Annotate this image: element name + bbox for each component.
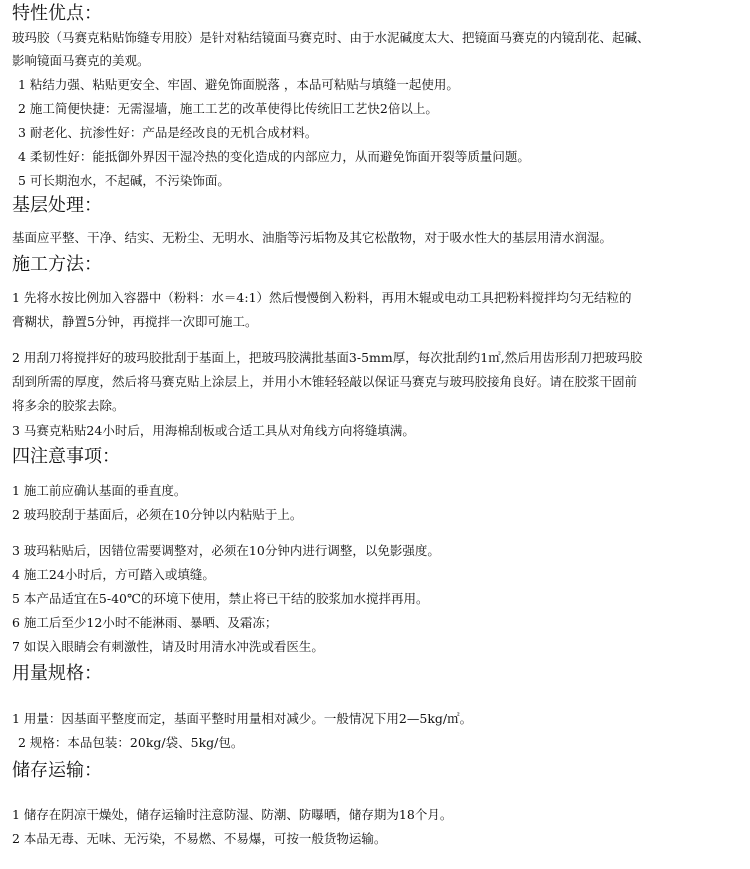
notes-item-2: 2 玻玛胶刮于基面后，必须在10分钟以内粘贴于上。 [12,507,303,522]
substrate-text: 基面应平整、干净、结实、无粉尘、无明水、油脂等污垢物及其它松散物，对于吸水性大的基层用清水润湿。 [12,230,613,245]
features-intro-line-1: 玻玛胶（马赛克粘贴饰缝专用胶）是针对粘结镜面马赛克时、由于水泥碱度太大、把镜面马赛克的内镜刮花、起碱、 [12,30,650,45]
features-item-1: 1 粘结力强、粘贴更安全、牢固、避免饰面脱落 ，本品可粘贴与填缝一起使用。 [18,77,459,92]
heading-substrate: 基层处理： [12,195,102,216]
heading-features: 特性优点： [12,3,102,24]
method-step1-line-1: 1 先将水按比例加入容器中（粉料：水＝4:1）然后慢慢倒入粉料，再用木辊或电动工具把粉料搅拌均匀无结粒的 [12,290,632,305]
storage-item-1: 1 储存在阴凉干燥处，储存运输时注意防湿、防潮、防曝晒，储存期为18个月。 [12,807,453,822]
features-item-3: 3 耐老化、抗渗性好：产品是经改良的无机合成材料。 [18,125,318,140]
features-intro-line-2: 影响镜面马赛克的美观。 [12,53,150,68]
method-step2-line-3: 将多余的胶浆去除。 [12,398,125,413]
heading-storage: 储存运输： [12,760,102,781]
notes-item-4: 4 施工24小时后，方可踏入或填缝。 [12,567,215,582]
storage-item-2: 2 本品无毒、无味、无污染，不易燃、不易爆，可按一般货物运输。 [12,831,387,846]
features-item-2: 2 施工简便快捷：无需湿墙，施工工艺的改革使得比传统旧工艺快2倍以上。 [18,101,438,116]
heading-notes: 四注意事项： [12,446,120,467]
usage-item-1: 1 用量：因基面平整度而定，基面平整时用量相对减少。一般情况下用2—5kg/㎡。 [12,711,473,726]
notes-item-7: 7 如误入眼睛会有刺激性，请及时用清水冲洗或看医生。 [12,639,324,654]
heading-usage: 用量规格： [12,663,102,684]
notes-item-6: 6 施工后至少12小时不能淋雨、暴晒、及霜冻； [12,615,278,630]
notes-item-1: 1 施工前应确认基面的垂直度。 [12,483,187,498]
method-step1-line-2: 膏糊状，静置5分钟，再搅拌一次即可施工。 [12,314,258,329]
method-step2-line-2: 刮到所需的厚度，然后将马赛克贴上涂层上，并用小木锥轻轻敲以保证马赛克与玻玛胶接角良好。请在胶浆干固前 [12,374,638,389]
usage-item-2: 2 规格：本品包装：20kg/袋、5kg/包。 [18,735,244,750]
method-step2-line-1: 2 用刮刀将搅拌好的玻玛胶批刮于基面上，把玻玛胶满批基面3-5mm厚，每次批刮约1㎡,然后用齿形刮刀把玻玛胶 [12,350,643,365]
features-item-4: 4 柔韧性好：能抵御外界因干湿冷热的变化造成的内部应力，从而避免饰面开裂等质量问题。 [18,149,530,164]
features-item-5: 5 可长期泡水，不起碱，不污染饰面。 [18,173,230,188]
method-step3: 3 马赛克粘贴24小时后，用海棉刮板或合适工具从对角线方向将缝填满。 [12,423,415,438]
heading-method: 施工方法： [12,254,102,275]
notes-item-5: 5 本产品适宜在5-40℃的环境下使用，禁止将已干结的胶浆加水搅拌再用。 [12,591,429,606]
notes-item-3: 3 玻玛粘贴后，因错位需要调整对，必须在10分钟内进行调整，以免影强度。 [12,543,440,558]
